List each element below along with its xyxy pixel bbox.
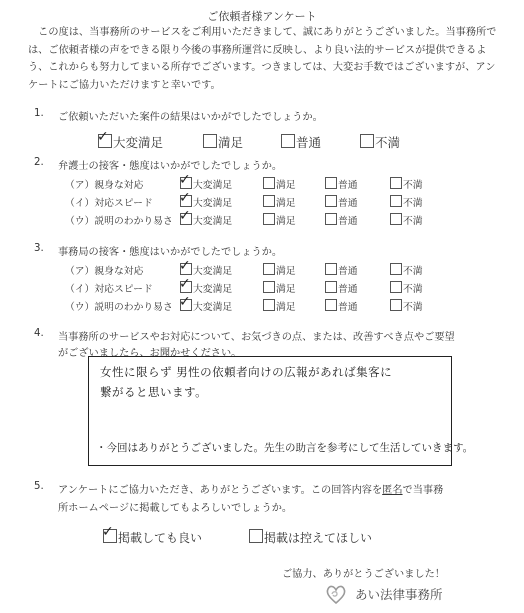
q3-row-label: （ウ）説明のわかり易さ (65, 302, 173, 313)
comment-answer-line1: 女性に限らず 男性の依頼者向けの広報があれば集客に (100, 365, 393, 379)
q2-row-label: （ウ）説明のわかり易さ (65, 216, 173, 227)
q3-row3-option-dissatisfied[interactable]: 不満 (390, 299, 423, 313)
anonymous-underlined: 匿名 (382, 485, 403, 496)
firm-logo-text: あい法律事務所 (355, 587, 443, 602)
q3-row2-option-very-satisfied[interactable]: ✓ 大変満足 (180, 281, 232, 295)
q2-row1-option-satisfied[interactable]: 満足 (263, 177, 296, 191)
q4-number: 4. (34, 328, 44, 339)
q1-option-satisfied[interactable]: 満足 (203, 133, 243, 151)
q3-row-label: （ア）親身な対応 (65, 266, 144, 277)
q1-text: ご依頼いただいた案件の結果はいかがでしたでしょうか。 (58, 112, 323, 123)
q5-option-decline[interactable]: 掲載は控えてほしい (249, 529, 372, 546)
q5-text-line1: アンケートにご協力いただき、ありがとうございます。この回答内容を匿名で当事務 (58, 485, 444, 496)
q2-row3-option-very-satisfied[interactable]: ✓ 大変満足 (180, 213, 232, 227)
intro-text: この度は、当事務所のサービスをご利用いただきまして、誠にありがとうございました。当事務所では、ご依頼者様の声をできる限り今後の事務所運営に反映し、より良い法的サービスが提供できるよう、これからも努力してまいる所存でございます。つきましては、大変お手数ではございますが、アンケートにご協力いただけますと幸いです。 (28, 27, 497, 91)
q3-row2-option-satisfied[interactable]: 満足 (263, 281, 296, 295)
page-title: ご依頼者様アンケート (207, 10, 317, 23)
q2-row-label: （イ）対応スピード (65, 198, 153, 209)
checkbox[interactable] (203, 134, 217, 148)
q1-number: 1. (34, 108, 44, 119)
q4-text-line2: がございましたら、お聞かせください。 (58, 348, 242, 359)
q5-number: 5. (34, 481, 44, 492)
q3-row2-option-neutral[interactable]: 普通 (325, 281, 358, 295)
q1-option-very-satisfied[interactable]: ✓大変満足 (98, 133, 163, 151)
q4-text-line1: 当事務所のサービスやお対応について、お気づきの点、または、改善すべき点やご要望 (58, 332, 455, 343)
q2-row2-option-dissatisfied[interactable]: 不満 (390, 195, 423, 209)
q5-option-allow[interactable]: ✓掲載しても良い (103, 529, 202, 546)
q1-option-neutral[interactable]: 普通 (281, 133, 321, 151)
q2-row2-option-satisfied[interactable]: 満足 (263, 195, 296, 209)
q2-number: 2. (34, 157, 44, 168)
checkbox[interactable] (360, 134, 374, 148)
q3-text: 事務局の接客・態度はいかがでしたでしょうか。 (58, 247, 283, 258)
q2-row1-option-neutral[interactable]: 普通 (325, 177, 358, 191)
comment-answer-line2: 繋がると思います。 (100, 385, 208, 399)
q3-row3-option-satisfied[interactable]: 満足 (263, 299, 296, 313)
q1-option-dissatisfied[interactable]: 不満 (360, 133, 400, 151)
q3-row1-option-neutral[interactable]: 普通 (325, 263, 358, 277)
q3-row1-option-dissatisfied[interactable]: 不満 (390, 263, 423, 277)
q2-row3-option-satisfied[interactable]: 満足 (263, 213, 296, 227)
q3-row3-option-very-satisfied[interactable]: ✓ 大変満足 (180, 299, 232, 313)
closing-text: ご協力、ありがとうございました！ (282, 569, 445, 580)
heart-swirl-logo-icon (323, 581, 349, 607)
checkbox[interactable] (249, 529, 263, 543)
q2-text: 弁護士の接客・態度はいかがでしたでしょうか。 (58, 161, 283, 172)
checkbox-checked[interactable] (103, 529, 117, 543)
q2-row-label: （ア）親身な対応 (65, 180, 144, 191)
q2-row1-option-very-satisfied[interactable]: ✓ 大変満足 (180, 177, 232, 191)
q3-row3-option-neutral[interactable]: 普通 (325, 299, 358, 313)
q3-row2-option-dissatisfied[interactable]: 不満 (390, 281, 423, 295)
q3-number: 3. (34, 243, 44, 254)
q3-row1-option-very-satisfied[interactable]: ✓ 大変満足 (180, 263, 232, 277)
q2-row2-option-very-satisfied[interactable]: ✓ 大変満足 (180, 195, 232, 209)
q5-text-line2: 所ホームページに掲載してもよろしいでしょうか。 (58, 503, 293, 514)
q2-row1-option-dissatisfied[interactable]: 不満 (390, 177, 423, 191)
checkbox-checked[interactable] (98, 134, 112, 148)
q2-row2-option-neutral[interactable]: 普通 (325, 195, 358, 209)
q3-row-label: （イ）対応スピード (65, 284, 153, 295)
checkbox[interactable] (281, 134, 295, 148)
q2-row3-option-dissatisfied[interactable]: 不満 (390, 213, 423, 227)
comment-answer-line3: ・今回はありがとうございました。先生の助言を参考にして生活していきます。 (96, 442, 474, 454)
q2-row3-option-neutral[interactable]: 普通 (325, 213, 358, 227)
q3-row1-option-satisfied[interactable]: 満足 (263, 263, 296, 277)
